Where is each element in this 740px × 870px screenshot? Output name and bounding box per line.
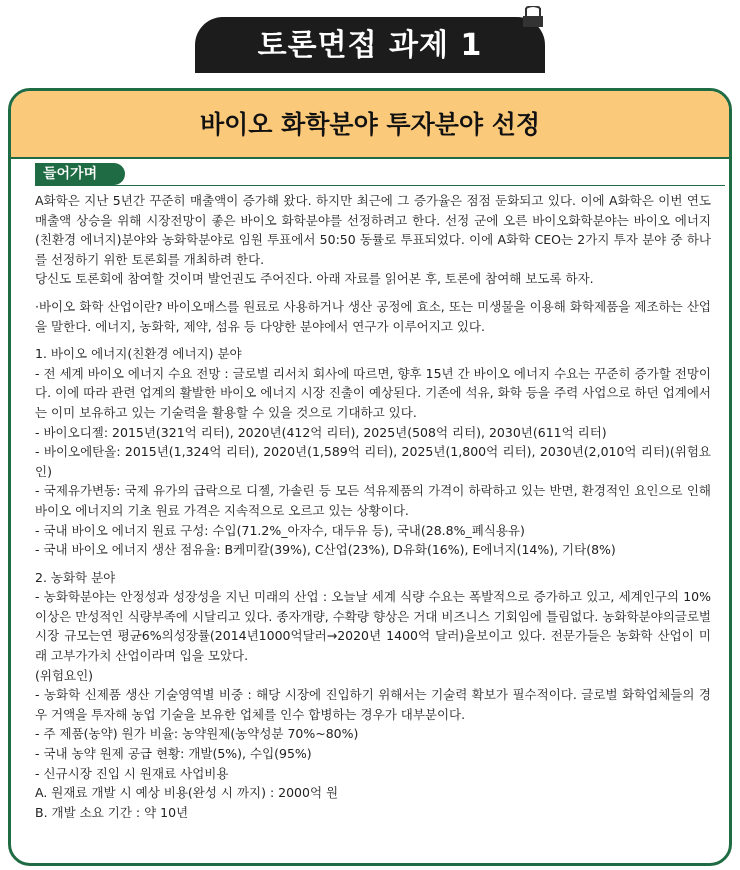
section1-line: - 바이오디젤: 2015년(321억 리터), 2020년(412억 리터), 2025년(508억 리터), 2030년(611억 리터) (35, 424, 607, 440)
banner-title: 토론면접 과제 1 (195, 17, 545, 73)
section1-line: - 바이오에탄올: 2015년(1,324억 리터), 2020년(1,589억 리터), 2025년(1,800억 리터), 2030년(2,010억 리터)(위험요인) (35, 444, 711, 479)
card-title: 바이오 화학분야 투자분야 선정 (11, 91, 729, 159)
section-tag: 들어가며 (35, 163, 125, 185)
definition-paragraph: ·바이오 화학 산업이란? 바이오매스를 원료로 사용하거나 생산 공정에 효소, 또는 미생물을 이용해 화학제품을 제조하는 산업을 말한다. 에너지, 농화학, 제약, 섬유 등 다양한 분야에서 연구가 이루어지고 있다. (35, 298, 711, 334)
section1-line: - 국내 바이오 에너지 원료 구성: 수입(71.2%_아자수, 대두유 등), 국내(28.8%_폐식용유) (35, 522, 525, 538)
section1-line: - 국내 바이오 에너지 생산 점유율: B케미칼(39%), C산업(23%), D유화(16%), E에너지(14%), 기타(8%) (35, 542, 616, 558)
section2-line: - 신규시장 진입 시 원재료 사업비용 (35, 765, 229, 781)
section2-line: (위험요인) (35, 667, 94, 683)
intro-paragraph: A화학은 지난 5년간 꾸준히 매출액이 증가해 왔다. 하지만 최근에 그 증가율은 점점 둔화되고 있다. 이에 A화학은 이번 연도 매출액 상승을 위해 시장전망이 좋은 바이오 화학분야를 선정하려고 한다. 선정 군에 오른 바이오화학분야는 바이오 에너지(친환경 에너지)분야와 농화학분야로 임원 투표에서 50:50 동률로 투표되었다. 이에 A화학 CEO는 2가지 투자 분야 중 하나를 선정하기 위한 토론회를 개최하려 한다. (35, 193, 711, 267)
divider (35, 185, 725, 186)
content (35, 191, 711, 822)
section2-line: - 국내 농약 원제 공급 현황: 개발(5%), 수입(95%) (35, 746, 312, 762)
section2-line: - 주 제품(농약) 원가 비율: 농약원제(농약성분 70%~80%) (35, 726, 359, 742)
intro-paragraph: 당신도 토론회에 참여할 것이며 발언권도 주어진다. 아래 자료를 읽어본 후, 토론에 참여해 보도록 하자. (35, 271, 594, 287)
task-card (8, 88, 732, 866)
section2-title: 2. 농화학 분야 (35, 569, 116, 585)
section2-line: - 농화학분야는 안정성과 성장성을 지닌 미래의 산업 : 오늘날 세계 식량 수요는 폭발적으로 증가하고 있고, 세계인구의 10% 이상은 만성적인 식량부족에 시달리고 있다. 종자개량, 수확량 향상은 거대 비즈니스 기회임에 틀림없다. 농화학분야의글로벌시장 규모는연 평균6%의성장률(2014년1000억달러→2020년 1400억 달러)을보이고 있다. 전문가들은 농화학 산업이 미래 고부가가치 산업이라며 입을 모았다. (35, 589, 711, 664)
section1-line: - 국제유가변동: 국제 유가의 급락으로 디젤, 가솔린 등 모든 석유제품의 가격이 하락하고 있는 반면, 환경적인 요인으로 인해 바이오 에너지의 기초 원료 가격은 지속적으로 오르고 있는 상황이다. (35, 483, 711, 518)
section1-line: - 전 세계 바이오 에너지 수요 전망 : 글로벌 리서치 회사에 따르면, 향후 15년 간 바이오 에너지 수요는 꾸준히 증가할 전망이다. 이에 따라 관련 업계의 활발한 바이오 에너지 시장 진출이 예상된다. 기존에 석유, 화학 등을 주력 사업으로 하던 업계에서는 이미 보유하고 있는 기술력을 활용할 수 있을 것으로 기대하고 있다. (35, 365, 711, 420)
section2-line: B. 개발 소요 기간 : 약 10년 (35, 804, 189, 820)
section2-line: A. 원재료 개발 시 예상 비용(완성 시 까지) : 2000억 원 (35, 785, 339, 801)
section2-line: - 농화학 신제품 생산 기술영역별 비중 : 해당 시장에 진입하기 위해서는 기술력 확보가 필수적이다. 글로벌 화학업체들의 경우 거액을 투자해 농업 기술을 보유한 업체를 인수 합병하는 경우가 대부분이다. (35, 687, 711, 722)
section1-title: 1. 바이오 에너지(친환경 에너지) 분야 (35, 346, 242, 362)
binder-clip-icon (522, 6, 544, 28)
